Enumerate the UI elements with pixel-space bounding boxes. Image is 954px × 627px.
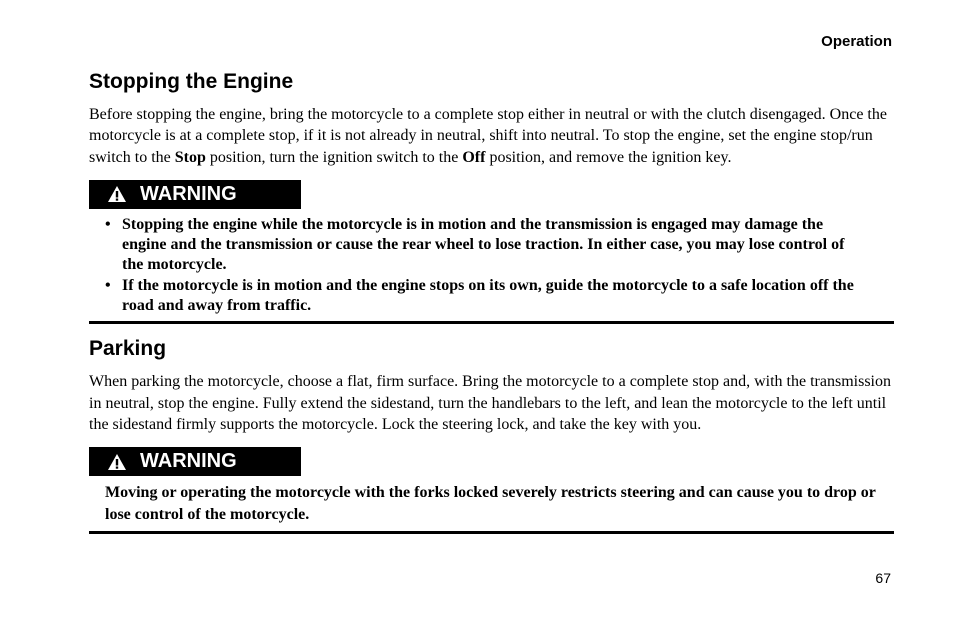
parking-warning-text: Moving or operating the motorcycle with the forks locked severely restricts steering and can cause you to drop or lose control of the motorcycle. xyxy=(105,484,876,524)
warning-label: WARNING xyxy=(140,182,237,205)
warning-triangle-icon xyxy=(107,453,127,471)
stopping-text-3: position, and remove the ignition key. xyxy=(485,148,732,166)
warning-item-text: If the motorcycle is in motion and the engine stops on its own, guide the motorcycle to a safe location off the road and away from traffic. xyxy=(122,276,854,315)
warning-banner-stopping xyxy=(89,180,301,209)
page-number: 67 xyxy=(875,570,891,586)
warning-item-text: Stopping the engine while the motorcycle is in motion and the transmission is engaged may damage the engine and the transmission or cause the rear wheel to lose traction. In either case, you may lose control of the motorcycle. xyxy=(122,215,845,274)
stopping-text-2: position, turn the ignition switch to the xyxy=(205,148,463,166)
stopping-engine-paragraph xyxy=(89,104,894,168)
parking-heading: Parking xyxy=(89,337,167,361)
warning-banner-parking xyxy=(89,447,301,476)
stop-position-term: Stop xyxy=(174,148,206,166)
warning-item: • Stopping the engine while the motorcycle is in motion and the transmission is engaged may damage the engine and the transmission or cause the rear wheel to lose traction. In either case, you may lose control of the motorcycle. xyxy=(105,215,845,274)
section-divider xyxy=(89,321,894,324)
warning-item: • If the motorcycle is in motion and the engine stops on its own, guide the motorcycle to a safe location off the road and away from traffic. xyxy=(105,276,854,315)
warning-list-stopping xyxy=(89,215,894,316)
page-content xyxy=(89,68,894,534)
parking-paragraph: When parking the motorcycle, choose a flat, firm surface. Bring the motorcycle to a complete stop and, with the transmission in neutral, stop the engine. Fully extend the sidestand, turn the handlebars to the left, and lean the motorcycle to the left until the sidestand firmly supports the motorcycle. Lock the steering lock, and take the key with you. xyxy=(89,373,891,433)
warning-label: WARNING xyxy=(140,450,237,473)
section-divider xyxy=(89,531,894,534)
stopping-engine-heading: Stopping the Engine xyxy=(89,70,294,93)
off-position-term: Off xyxy=(462,148,486,166)
stopping-text-1: Before stopping the engine, bring the motorcycle to a complete stop either in neutral or with the clutch disengaged. Once the motorcycle is at a complete stop, if it is not already in neutral, shift into neutral. To stop the engine, set the engine stop/run switch to the xyxy=(89,106,887,166)
warning-triangle-icon xyxy=(107,185,127,203)
section-header: Operation xyxy=(821,33,892,50)
